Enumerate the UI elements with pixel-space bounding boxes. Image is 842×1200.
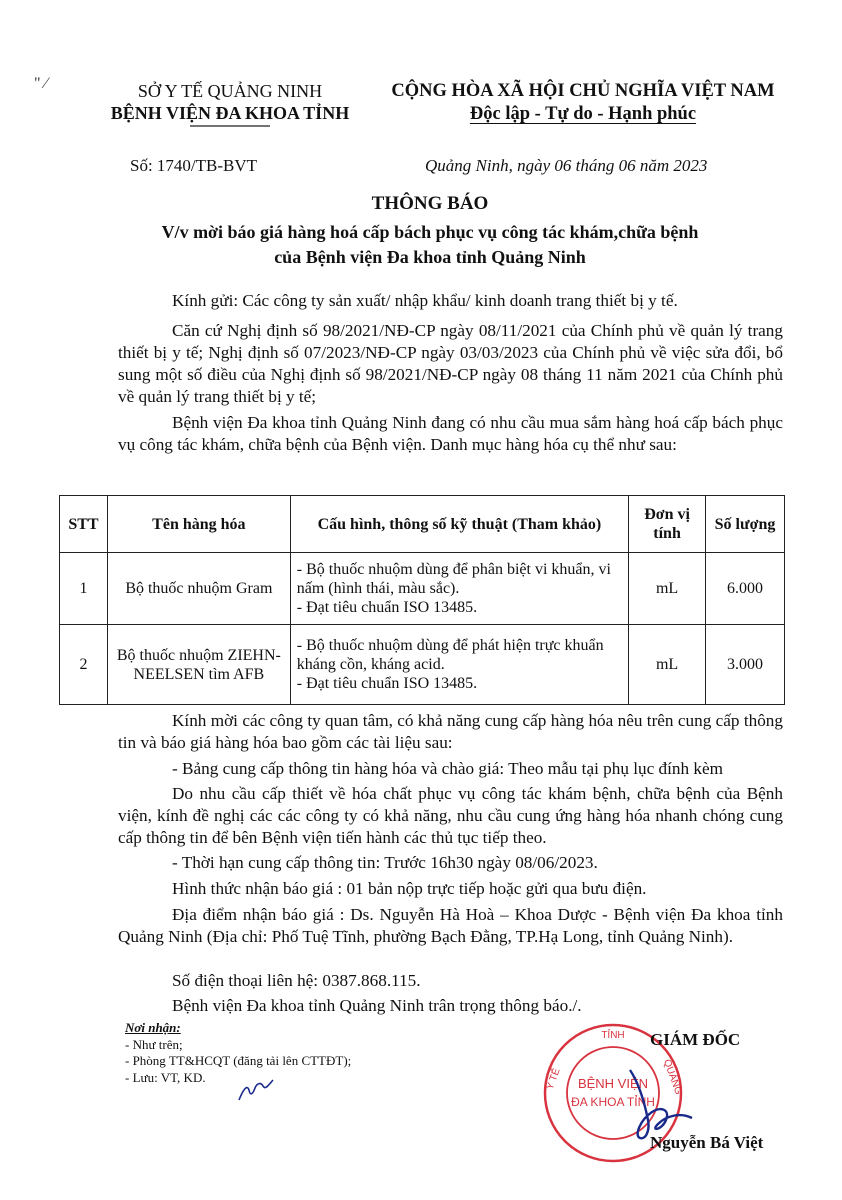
cell-stt: 2 xyxy=(60,625,108,705)
recipient-item: - Lưu: VT, KD. xyxy=(125,1069,206,1085)
stamp-ring-text: TỈNH xyxy=(601,1030,625,1041)
table-header-row xyxy=(60,496,785,553)
recipients-heading: Nơi nhận: xyxy=(125,1020,181,1035)
paragraph-submission-form: Hình thức nhận báo giá : 01 bản nộp trực tiếp hoặc gửi qua bưu điện. xyxy=(172,879,647,898)
notice-title: THÔNG BÁO xyxy=(371,193,489,214)
spec-line: - Đạt tiêu chuẩn ISO 13485. xyxy=(296,599,478,616)
national-motto: Độc lập - Tự do - Hạnh phúc xyxy=(469,104,697,124)
paragraph-need: Bệnh viện Đa khoa tỉnh Quảng Ninh đang có nhu cầu mua sắm hàng hoá cấp bách phục vụ công tác khám, chữa bệnh của Bệnh viện. Danh mục hàng hóa cụ thể như sau: xyxy=(118,413,783,454)
notice-subject xyxy=(80,220,780,270)
document-date: Quảng Ninh, ngày 06 tháng 06 năm 2023 xyxy=(425,156,708,175)
spec-line: - Bộ thuốc nhuộm dùng để phát hiện trực khuẩn kháng cồn, kháng acid. xyxy=(296,637,604,673)
cell-unit: mL xyxy=(629,553,706,625)
stamp-ring-text: QUẢNG xyxy=(660,1058,684,1097)
stamp-text: BỆNH VIỆN xyxy=(577,1076,649,1091)
col-header-name: Tên hàng hóa xyxy=(107,496,290,553)
paragraph-closing: Bệnh viện Đa khoa tỉnh Quảng Ninh trân trọng thông báo./. xyxy=(172,996,582,1015)
margin-marks: " ⁄ xyxy=(34,75,48,92)
cell-qty: 6.000 xyxy=(706,553,785,625)
handwritten-initials xyxy=(235,1076,277,1106)
recipient-item: - Như trên; xyxy=(125,1036,183,1052)
paragraph-urgency: Do nhu cầu cấp thiết về hóa chất phục vụ công tác khám bệnh, chữa bệnh của Bệnh viện, kính đề nghị các các công ty có khả năng, nhu cầu cung ứng hàng hóa nhanh chóng cung cấp thông tin để bên Bệnh viện tiến hành các thủ tục tiếp theo. xyxy=(118,784,783,847)
table-row xyxy=(60,625,785,705)
cell-spec xyxy=(290,553,628,625)
issuer-hospital: BỆNH VIỆN ĐA KHOA TỈNH xyxy=(110,103,350,123)
cell-name: Bộ thuốc nhuộm Gram xyxy=(107,553,290,625)
issuer-department: SỞ Y TẾ QUẢNG NINH xyxy=(137,81,323,101)
spec-line: - Đạt tiêu chuẩn ISO 13485. xyxy=(296,675,478,692)
paragraph-submission-address: Địa điểm nhận báo giá : Ds. Nguyễn Hà Hoà – Khoa Dược - Bệnh viện Đa khoa tỉnh Quảng Ninh (Địa chỉ: Phố Tuệ Tĩnh, phường Bạch Đằng, TP.Hạ Long, tỉnh Quảng Ninh). xyxy=(118,905,783,946)
national-motto-block xyxy=(383,80,783,126)
issuer-block xyxy=(80,80,380,130)
greeting: Kính gửi: Các công ty sản xuất/ nhập khẩu/ kinh doanh trang thiết bị y tế. xyxy=(172,291,678,310)
recipient-item: - Phòng TT&HCQT (đăng tải lên CTTĐT); xyxy=(125,1053,352,1068)
paragraph-document-list: - Bảng cung cấp thông tin hàng hóa và chào giá: Theo mẫu tại phụ lục đính kèm xyxy=(172,759,723,778)
col-header-unit: Đơn vị tính xyxy=(629,496,706,553)
col-header-qty: Số lượng xyxy=(706,496,785,553)
document-number: Số: 1740/TB-BVT xyxy=(130,156,258,175)
signatory-title: GIÁM ĐỐC xyxy=(650,1030,741,1049)
cell-qty: 3.000 xyxy=(706,625,785,705)
paragraph-invitation: Kính mời các công ty quan tâm, có khả năng cung cấp hàng hóa nêu trên cung cấp thông tin và báo giá hàng hóa bao gồm các tài liệu sau: xyxy=(118,711,783,752)
table-row xyxy=(60,553,785,625)
issuer-underline xyxy=(80,124,380,130)
cell-spec xyxy=(290,625,628,705)
col-header-stt: STT xyxy=(60,496,108,553)
stamp-ring-text: Y TẾ xyxy=(544,1066,563,1092)
paragraph-legal-basis: Căn cứ Nghị định số 98/2021/NĐ-CP ngày 08/11/2021 của Chính phủ về quản lý trang thiết bị y tế; Nghị định số 07/2023/NĐ-CP ngày 03/03/2023 của Chính phủ về việc sửa đổi, bổ sung một số điều của Nghị định số 98/2021/NĐ-CP ngày 08 tháng 11 năm 2021 của Chính phủ về quản lý trang thiết bị y tế; xyxy=(118,321,783,406)
stamp-text: ĐA KHOA TỈNH xyxy=(571,1095,655,1109)
notice-subject-line1: V/v mời báo giá hàng hoá cấp bách phục vụ công tác khám,chữa bệnh xyxy=(161,222,699,242)
signatory-name: Nguyễn Bá Việt xyxy=(650,1133,764,1152)
cell-name: Bộ thuốc nhuộm ZIEHN-NEELSEN tìm AFB xyxy=(107,625,290,705)
col-header-spec: Cấu hình, thông số kỹ thuật (Tham khảo) xyxy=(290,496,628,553)
cell-unit: mL xyxy=(629,625,706,705)
paragraph-phone: Số điện thoại liên hệ: 0387.868.115. xyxy=(172,971,421,990)
paragraph-deadline: - Thời hạn cung cấp thông tin: Trước 16h30 ngày 08/06/2023. xyxy=(172,853,598,872)
national-title: CỘNG HÒA XÃ HỘI CHỦ NGHĨA VIỆT NAM xyxy=(391,81,775,101)
cell-stt: 1 xyxy=(60,553,108,625)
spec-line: - Bộ thuốc nhuộm dùng để phân biệt vi khuẩn, vi nấm (hình thái, màu sắc). xyxy=(296,561,611,597)
goods-table xyxy=(59,495,785,705)
notice-subject-line2: của Bệnh viện Đa khoa tỉnh Quảng Ninh xyxy=(274,247,586,267)
